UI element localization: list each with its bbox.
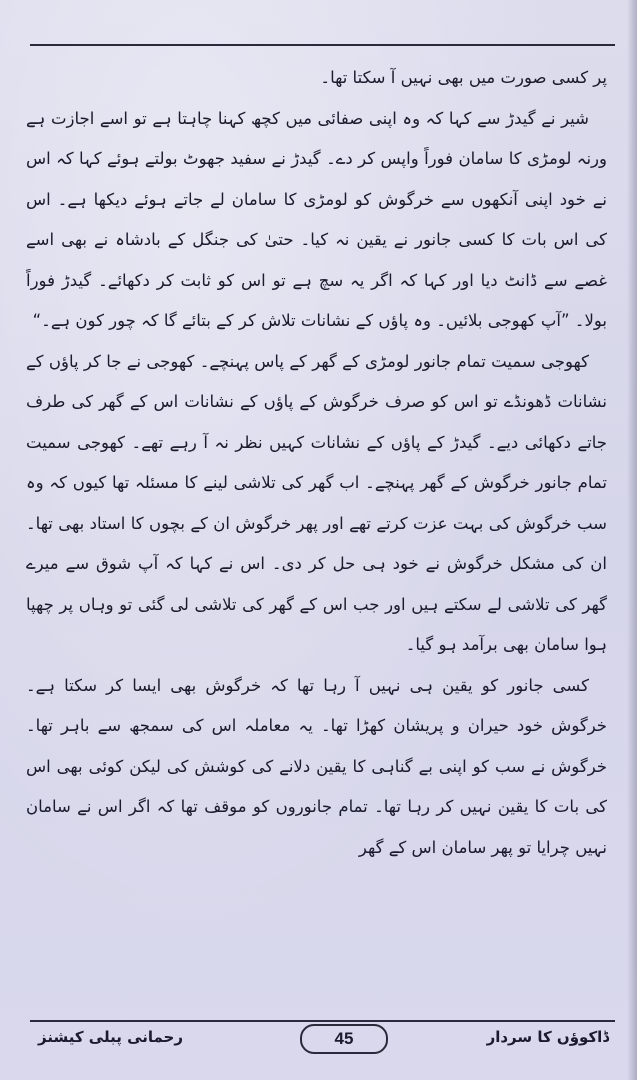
page-number: 45 [300, 1024, 388, 1054]
footer-rule [30, 1020, 615, 1022]
paragraph-3: کھوجی سمیت تمام جانور لومڑی کے گھر کے پاس پہنچے۔ کھوجی نے جا کر پاؤں کے نشانات ڈھونڈے تو اس کو صرف خرگوش کے پاؤں کے نشانات اس کے گھر کی طرف جاتے دکھائی دیے۔ گیدڑ کے پاؤں کے نشانات کہیں نظر نہ آ رہے تھے۔ کھوجی سمیت تمام جانور خرگوش کے گھر پہنچے۔ اب گھر کی تلاشی لینے کا مسئلہ تھا کیوں کہ وہ سب خرگوش کی بہت عزت کرتے تھے اور پھر خرگوش ان کے بچوں کا استاد بھی تھا۔ ان کی مشکل خرگوش نے خود ہی حل کر دی۔ اس نے کہا کہ آپ شوق سے میرے گھر کی تلاشی لے سکتے ہیں اور جب اس کے گھر کی تلاشی لی گئی تو وہاں پر چھپا ہوا سامان بھی برآمد ہو گیا۔ [26, 351, 607, 654]
paragraph-2: شیر نے گیدڑ سے کہا کہ وہ اپنی صفائی میں کچھ کہنا چاہتا ہے تو اسے اجازت ہے ورنہ لومڑی کا سامان فوراً واپس کر دے۔ گیدڑ نے سفید جھوٹ بولتے ہوئے کہا کہ اس نے خود اپنی آنکھوں سے خرگوش کو لومڑی کا سامان لے جاتے ہوئے دیکھا ہے۔ اس کی اس بات کا کسی جانور نے یقین نہ کیا۔ حتیٰ کی جنگل کے بادشاہ نے بھی اسے غصے سے ڈانٹ دیا اور کہا کہ اگر یہ سچ ہے تو اس کو ثابت کر دکھائے۔ گیدڑ فوراً بولا۔ ”آپ کھوجی بلائیں۔ وہ پاؤں کے نشانات تلاش کر کے بتائے گا کہ چور کون ہے۔“ [26, 108, 607, 330]
book-title: ڈاکوؤں کا سردار [486, 1028, 609, 1046]
publisher-name: رحمانی پبلی کیشنز [38, 1028, 184, 1046]
header-rule [30, 44, 615, 46]
paragraph-4: کسی جانور کو یقین ہی نہیں آ رہا تھا کہ خرگوش بھی ایسا کر سکتا ہے۔ خرگوش خود حیران و پریشان کھڑا تھا۔ یہ معاملہ اس کی سمجھ سے باہر تھا۔ خرگوش نے سب کو اپنی بے گناہی کا یقین دلانے کی کوشش کی لیکن کوئی بھی اس کی بات کا یقین نہیں کر رہا تھا۔ تمام جانوروں کو موقف تھا کہ اگر اس نے سامان نہیں چرایا تو پھر سامان اس کے گھر [26, 675, 607, 857]
page-footer [30, 1026, 615, 1054]
page-body-text [26, 58, 607, 1003]
page-edge-shadow [627, 0, 637, 1080]
paragraph-1: پر کسی صورت میں بھی نہیں آ سکتا تھا۔ [320, 68, 607, 87]
